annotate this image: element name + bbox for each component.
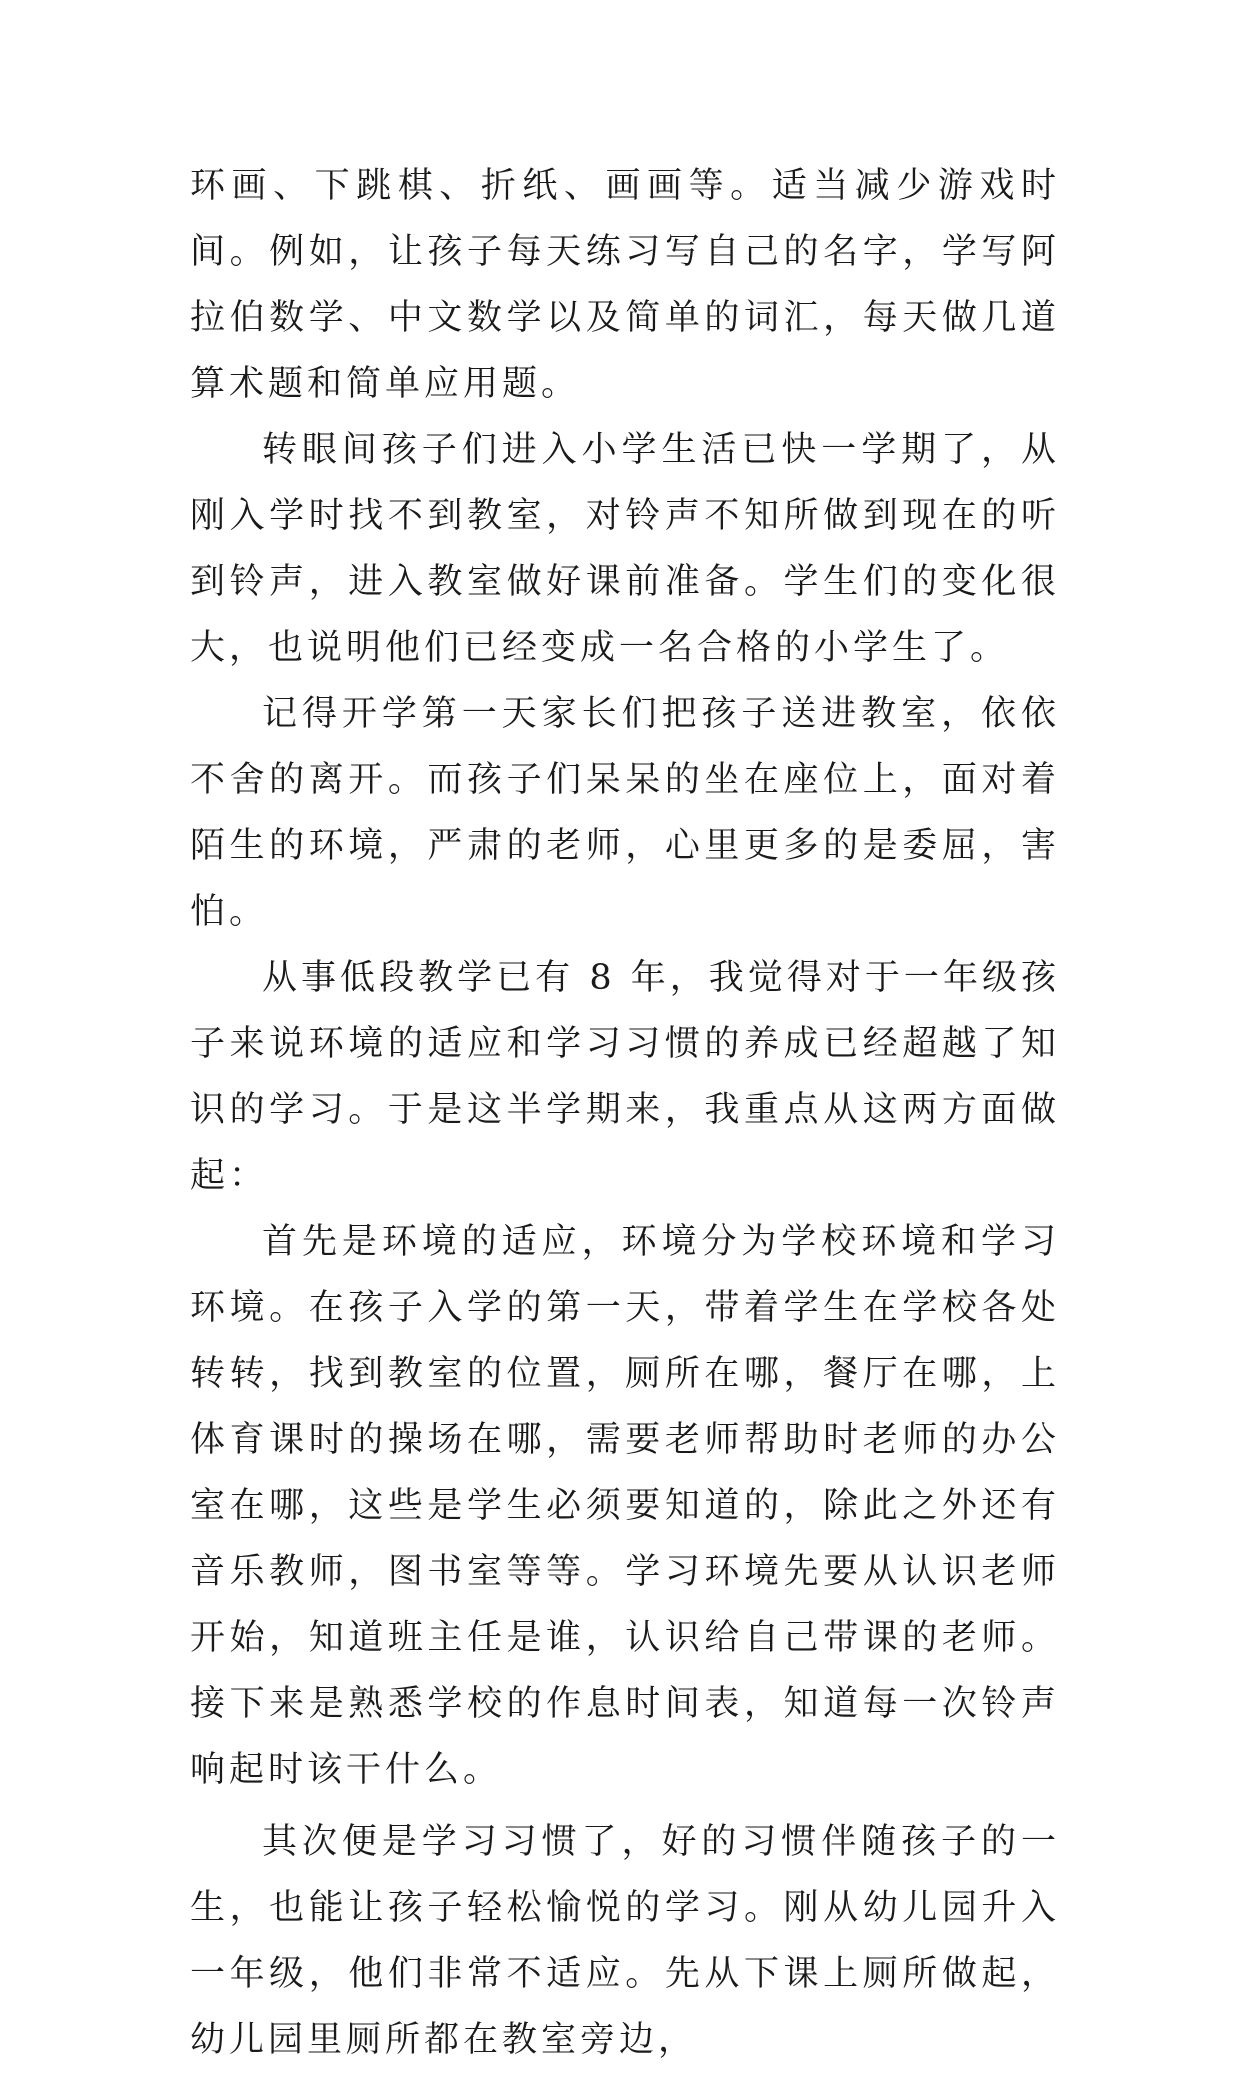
paragraph-4: 从事低段教学已有 8 年，我觉得对于一年级孩子来说环境的适应和学习习惯的养成已经超越了知识的学习。于是这半学期来，我重点从这两方面做起：: [190, 958, 1060, 1196]
document-body: [190, 153, 1060, 2073]
paragraph-1: 环画、下跳棋、折纸、画画等。适当减少游戏时间。例如，让孩子每天练习写自己的名字，学写阿拉伯数学、中文数学以及简单的词汇，每天做几道算术题和简单应用题。: [190, 166, 1060, 404]
paragraph-3: 记得开学第一天家长们把孩子送进教室，依依不舍的离开。而孩子们呆呆的坐在座位上，面对着陌生的环境，严肃的老师，心里更多的是委屈，害怕。: [190, 694, 1060, 932]
paragraph-2: 转眼间孩子们进入小学生活已快一学期了，从刚入学时找不到教室，对铃声不知所做到现在的听到铃声，进入教室做好课前准备。学生们的变化很大，也说明他们已经变成一名合格的小学生了。: [190, 430, 1060, 668]
paragraph-6: 其次便是学习习惯了，好的习惯伴随孩子的一生，也能让孩子轻松愉悦的学习。刚从幼儿园升入一年级，他们非常不适应。先从下课上厕所做起，幼儿园里厕所都在教室旁边，: [190, 1822, 1060, 2060]
paragraph-5: 首先是环境的适应，环境分为学校环境和学习环境。在孩子入学的第一天，带着学生在学校各处转转，找到教室的位置，厕所在哪，餐厅在哪，上体育课时的操场在哪，需要老师帮助时老师的办公室在哪，这些是学生必须要知道的，除此之外还有音乐教师，图书室等等。学习环境先要从认识老师开始，知道班主任是谁，认识给自己带课的老师。接下来是熟悉学校的作息时间表，知道每一次铃声响起时该干什么。: [190, 1222, 1060, 1790]
